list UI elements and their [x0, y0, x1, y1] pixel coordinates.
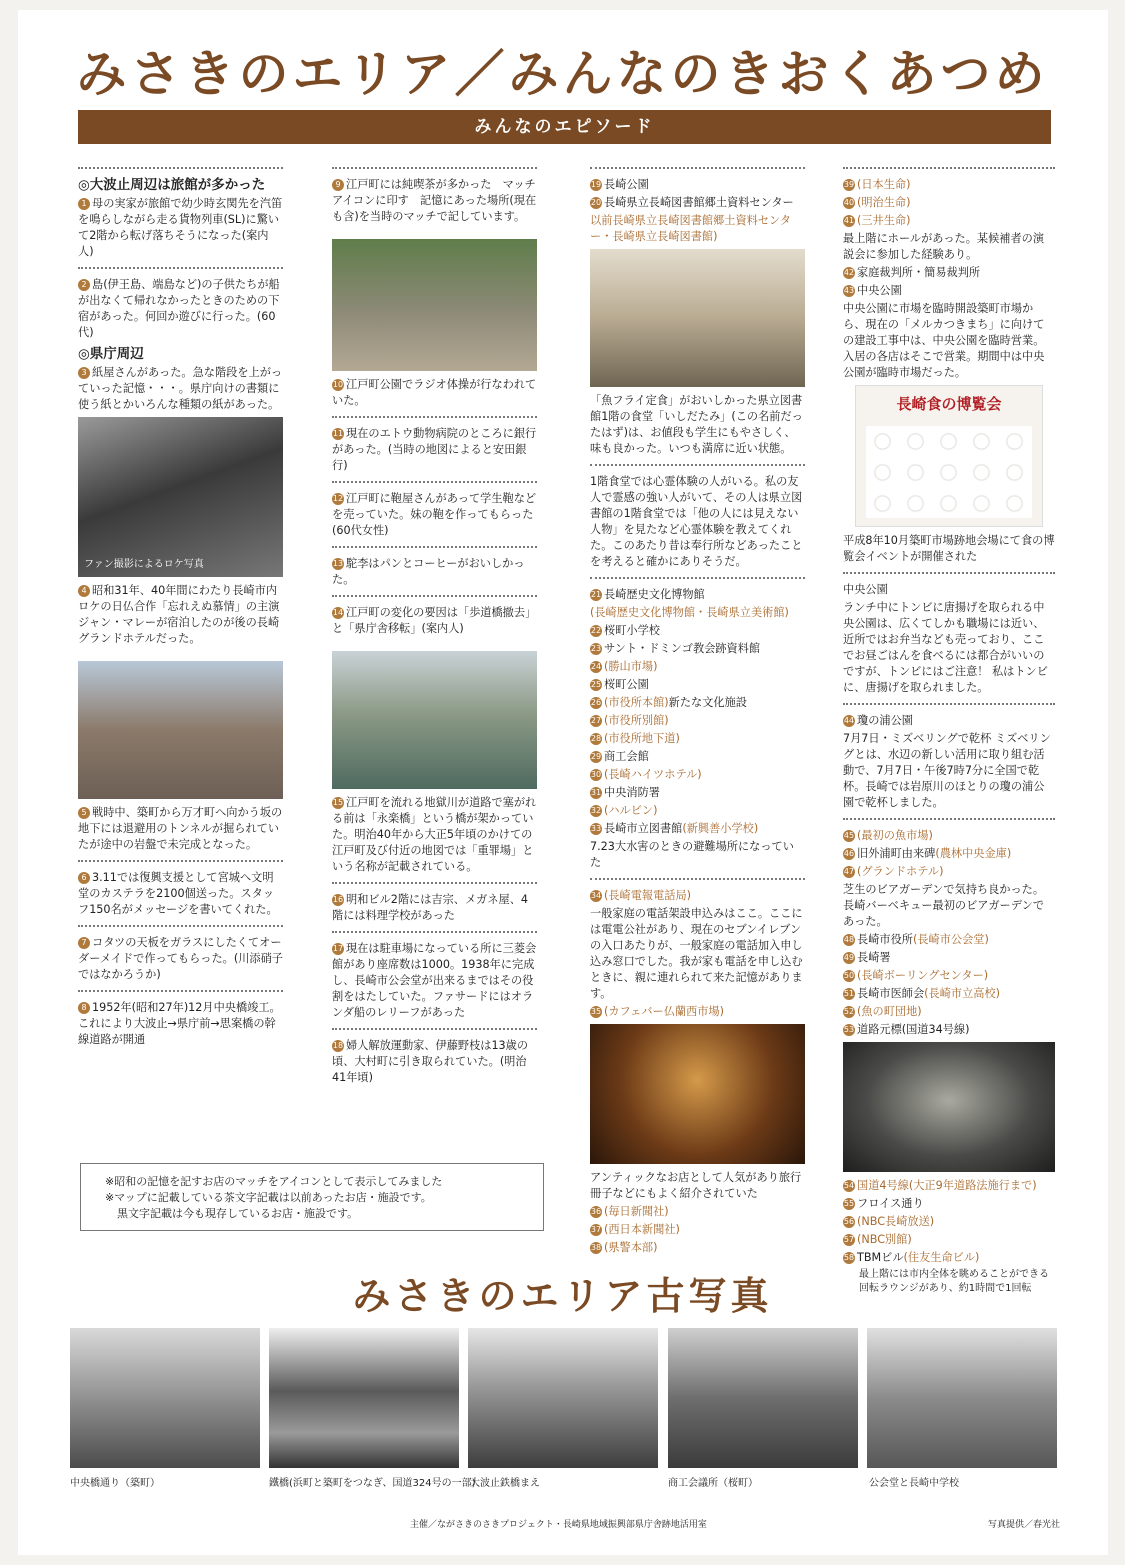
location-label: 長崎公園	[604, 178, 649, 191]
number-badge: 46	[843, 849, 855, 858]
number-badge: 33	[590, 824, 602, 833]
number-badge: 24	[590, 662, 602, 671]
location-label: 商工会館	[604, 750, 649, 763]
location-43	[843, 283, 1055, 299]
episode-text: 紙屋さんがあった。急な階段を上がっていった記憶・・・。県庁向けの書類に使う紙とかいろんな種類の紙があった。	[78, 366, 283, 411]
number-badge: 7	[78, 937, 90, 949]
number-badge: 32	[590, 806, 602, 815]
number-badge: 29	[590, 752, 602, 761]
episode-13	[332, 556, 537, 588]
location-label: (長崎ボーリングセンター)	[857, 969, 989, 982]
old-photo-caption: 大波止鉄橋まえ	[470, 1478, 540, 1489]
location-label: 桜町小学校	[604, 624, 660, 637]
divider	[332, 546, 537, 548]
column-2	[332, 160, 537, 1088]
location-label: 長崎歴史文化博物館	[604, 588, 705, 601]
episode-11	[332, 426, 537, 474]
number-badge: 16	[332, 895, 344, 904]
episode-8	[78, 1000, 283, 1048]
sponsor-text: 主催／ながさきのさきプロジェクト・長崎県地域振興部県庁舎跡地活用室	[410, 1520, 707, 1530]
location-label: 家庭裁判所・簡易裁判所	[857, 266, 981, 279]
divider	[78, 267, 283, 269]
number-badge: 17	[332, 944, 344, 953]
flood-episode: 7.23大水害のときの避難場所になっていた	[590, 840, 794, 869]
location-label: 道路元標(国道34号線)	[857, 1023, 970, 1036]
location-label: (明治生命)	[857, 196, 911, 209]
divider	[843, 572, 1055, 574]
location-56	[843, 1214, 1055, 1230]
number-badge: 2	[78, 279, 90, 291]
number-badge: 41	[843, 216, 855, 225]
divider	[590, 167, 805, 169]
divider	[332, 167, 537, 169]
lounge-episode: 最上階には市内全体を眺めることができる回転ラウンジがあり、約1時間で1回転	[859, 1269, 1049, 1294]
episode-9	[332, 177, 537, 225]
location-label: (日本生命)	[857, 178, 911, 191]
location-label: (長崎ハイツホテル)	[604, 768, 702, 781]
phone-episode: 一般家庭の電話架設申込みはここ。ここには電電公社があり、現在のセブンイレブンの入口あたりが、一般家庭の電話加入申し込み窓口でした。我が家も電話を申し込むときに、親に連れられて来た記憶があります。	[590, 907, 803, 1000]
episode-3	[78, 365, 283, 413]
number-badge: 10	[332, 380, 344, 389]
number-badge: 52	[843, 1007, 855, 1016]
divider	[332, 595, 537, 597]
number-badge: 18	[332, 1041, 344, 1050]
location-label: (長崎電報電話局)	[604, 889, 692, 902]
cafe-photo	[590, 1024, 805, 1164]
divider	[590, 577, 805, 579]
river-photo	[332, 651, 537, 789]
location-30	[590, 767, 805, 783]
divider	[332, 931, 537, 933]
divider	[332, 882, 537, 884]
old-photo-3	[468, 1328, 658, 1468]
episode-text: 江戸町の変化の要因は「歩道橋撤去」と「県庁舎移転」(案内人)	[332, 606, 537, 635]
episode-text: 婦人解放運動家、伊藤野枝は13歳の頃、大村町に引き取られていた。(明治41年頃)	[332, 1039, 529, 1084]
location-40	[843, 195, 1055, 211]
episode-4	[78, 583, 283, 647]
divider	[78, 990, 283, 992]
episode-text: 3.11では復興支援として宮城へ文明堂のカステラを2100個送った。スタッフ150名がメッセージを書いてくれた。	[78, 871, 278, 916]
number-badge: 50	[843, 971, 855, 980]
number-badge: 3	[78, 367, 90, 379]
food-expo-poster	[855, 385, 1043, 527]
location-label: (勝山市場)	[604, 660, 658, 673]
location-label: (ハルビン)	[604, 804, 658, 817]
divider	[78, 167, 283, 169]
episode-text: 1952年(昭和27年)12月中央橋竣工。これにより大波止→県庁前→思案橋の幹線道路が開通	[78, 1001, 281, 1046]
former-label: (住友生命ビル)	[903, 1251, 980, 1264]
old-photo-4	[668, 1328, 858, 1468]
number-badge: 40	[843, 198, 855, 207]
location-label: 瓊の浦公園	[857, 714, 913, 727]
number-badge: 31	[590, 788, 602, 797]
episode-text: 江戸町には純喫茶が多かった マッチアイコンに印す 記憶にあった場所(現在も含)を当時のマッチで記しています。	[332, 178, 537, 223]
kite-episode: ランチ中にトンビに唐揚げを取られる中央公園は、広くてしかも職場には近い、近所ではお弁当なども売っており、ここでお昼ごはんを食べるには都合がいいのですが、トンビにはご注意！ 私はトンビに、唐揚げを取られました。	[843, 601, 1048, 694]
location-label: 新たな文化施設	[668, 696, 747, 709]
location-label: 長崎市役所	[857, 933, 913, 946]
location-label: (NBC長崎放送)	[857, 1215, 935, 1228]
location-26	[590, 695, 805, 711]
location-label: (三井生命)	[857, 214, 911, 227]
location-label: (市役所地下道)	[604, 732, 680, 745]
divider	[590, 878, 805, 880]
location-39	[843, 177, 1055, 193]
number-badge: 34	[590, 891, 602, 900]
food-expo-caption: 平成8年10月築町市場跡地会場にて食の博覧会イベントが開催された	[843, 534, 1055, 563]
episode-6	[78, 870, 283, 918]
location-label: 長崎市立図書館	[604, 822, 683, 835]
location-label: (市役所別館)	[604, 714, 669, 727]
location-photo	[78, 417, 283, 577]
episode-2	[78, 277, 283, 341]
divider	[332, 416, 537, 418]
episode-14	[332, 605, 537, 637]
location-label: サント・ドミンゴ教会跡資料館	[604, 642, 761, 655]
location-44	[843, 713, 1055, 729]
location-45	[843, 828, 1055, 844]
location-label: 長崎市医師会	[857, 987, 925, 1000]
location-42	[843, 265, 1055, 281]
episode-16	[332, 892, 537, 924]
number-badge: 47	[843, 867, 855, 876]
episode-text: 昭和31年、40年間にわたり長崎市内ロケの日仏合作「忘れえぬ慕情」の主演ジャン・マレーが宿泊したのが後の長崎グランドホテルだった。	[78, 584, 280, 645]
location-37	[590, 1222, 805, 1238]
section-heading: ◎県庁周辺	[78, 346, 144, 362]
location-46	[843, 846, 1055, 862]
episode-text: 現在のエトウ動物病院のところに銀行があった。(当時の地図によると安田銀行)	[332, 427, 537, 472]
number-badge: 1	[78, 198, 90, 210]
former-label: (農林中央金庫)	[935, 847, 1012, 860]
number-badge: 22	[590, 626, 602, 635]
number-badge: 4	[78, 585, 90, 597]
location-label: (グランドホテル)	[857, 865, 944, 878]
number-badge: 11	[332, 429, 344, 438]
location-53	[843, 1022, 1055, 1038]
episode-15	[332, 795, 537, 875]
episode-18	[332, 1038, 537, 1086]
divider	[332, 1028, 537, 1030]
location-29	[590, 749, 805, 765]
library-episode: 「魚フライ定食」がおいしかった県立図書館1階の食堂「いしだたみ」(この名前だったはず)は、お値段も学生にもやさしく、味も良かった。いつも満席に近い状態。	[590, 394, 803, 455]
number-badge: 35	[590, 1007, 602, 1016]
location-58	[843, 1250, 1055, 1266]
road-marker-photo	[843, 1042, 1055, 1172]
episode-text: 戦時中、築町から万才町へ向かう坂の地下には退避用のトンネルが掘られていたが途中の岩盤で未完成となった。	[78, 806, 283, 851]
legend-note-box	[80, 1163, 544, 1231]
location-33	[590, 821, 805, 837]
location-50	[843, 968, 1055, 984]
location-20-former: 以前長崎県立長崎図書館郷土資料センター・長崎県立長崎図書館)	[590, 214, 791, 243]
number-badge: 58	[843, 1253, 855, 1262]
kite-heading: 中央公園	[843, 583, 888, 596]
location-54	[843, 1178, 1055, 1194]
location-28	[590, 731, 805, 747]
location-label: 中央公園	[857, 284, 902, 297]
episode-12	[332, 491, 537, 539]
number-badge: 25	[590, 680, 602, 689]
number-badge: 12	[332, 494, 344, 503]
library-photo	[590, 249, 805, 387]
location-24	[590, 659, 805, 675]
beer-garden-episode: 芝生のビアガーデンで気持ち良かった。長崎バーベキュー最初のビアガーデンであった。	[843, 883, 1045, 928]
old-photo-5	[867, 1328, 1057, 1468]
location-label: 長崎県立長崎図書館郷土資料センター	[604, 196, 794, 209]
episode-text: 明和ビル2階には吉宗、メガネ屋、4階には料理学校があった	[332, 893, 529, 922]
episode-text: 駝李はパンとコーヒーがおいしかった。	[332, 557, 525, 586]
park-photo	[332, 239, 537, 371]
location-34	[590, 888, 805, 904]
number-badge: 21	[590, 590, 602, 599]
episodes-banner: みんなのエピソード	[78, 110, 1051, 144]
number-badge: 5	[78, 807, 90, 819]
number-badge: 27	[590, 716, 602, 725]
ghost-episode: 1階食堂では心霊体験の人がいる。私の友人で霊感の強い人がいて、その人は県立図書館の1階食堂では「他の人には見えない人物」を見たなど心霊体験を教えてくれた。このあたり昔は奉行所などあったことを考えると確かにありそうだ。	[590, 475, 803, 568]
location-label: 長崎署	[857, 951, 891, 964]
episode-text: 母の実家が旅館で幼少時玄関先を汽笛を鳴らしながら走る貨物列車(SL)に驚いて2階から転げ落ちそうになった(案内人)	[78, 197, 283, 258]
episode-text: 島(伊王島、端島など)の子供たちが船が出なくて帰れなかったときのための下宿があった。何回か遊びに行った。(60代)	[78, 278, 280, 339]
number-badge: 15	[332, 798, 344, 807]
number-badge: 42	[843, 268, 855, 277]
section-heading: ◎大波止周辺は旅館が多かった	[78, 177, 266, 193]
location-49	[843, 950, 1055, 966]
location-32	[590, 803, 805, 819]
location-label: (カフェバー仏蘭西市場)	[604, 1005, 725, 1018]
number-badge: 37	[590, 1225, 602, 1234]
column-3	[590, 160, 805, 1258]
location-47	[843, 864, 1055, 880]
photo-caption: ファン撮影によるロケ写真	[84, 559, 204, 570]
episode-text: 江戸町公園でラジオ体操が行なわれていた。	[332, 378, 537, 407]
location-label: 旧外浦町由来碑	[857, 847, 936, 860]
episode-text: コタツの天板をガラスにしたくてオーダーメイドで作ってもらった。(川添硝子ではなかろうか)	[78, 936, 283, 981]
column-1	[78, 160, 283, 1050]
former-label: (大正9年道路法施行まで)	[908, 1179, 1037, 1192]
location-31	[590, 785, 805, 801]
divider	[78, 925, 283, 927]
location-label: (魚の町団地)	[857, 1005, 922, 1018]
number-badge: 36	[590, 1207, 602, 1216]
poster-plates	[866, 426, 1032, 518]
episode-text: 江戸町に鞄屋さんがあって学生鞄などを売っていた。妹の鞄を作ってもらった(60代女性)	[332, 492, 537, 537]
number-badge: 45	[843, 831, 855, 840]
number-badge: 39	[843, 180, 855, 189]
location-21-former: (長崎歴史文化博物館・長崎県立美術館)	[590, 606, 789, 619]
location-25	[590, 677, 805, 693]
photo-credit: 写真提供／春光社	[988, 1520, 1061, 1530]
former-label: (市役所本館)	[604, 696, 669, 709]
number-badge: 14	[332, 608, 344, 617]
divider	[843, 167, 1055, 169]
number-badge: 55	[843, 1199, 855, 1208]
old-photo-caption: 鐵橋(浜町と築町をつなぎ、国道324号の一部)	[269, 1478, 476, 1489]
old-photo-1	[70, 1328, 260, 1468]
number-badge: 20	[590, 198, 602, 207]
note-line-3: 黒文字記載は今も現存しているお店・施設です。	[117, 1207, 359, 1220]
number-badge: 48	[843, 935, 855, 944]
location-label: 国道4号線	[857, 1179, 909, 1192]
old-photo-caption: 公会堂と長崎中学校	[869, 1478, 959, 1489]
number-badge: 28	[590, 734, 602, 743]
location-55	[843, 1196, 1055, 1212]
former-label: (長崎市公会堂)	[912, 933, 989, 946]
location-label: フロイス通り	[857, 1197, 924, 1210]
divider	[78, 860, 283, 862]
mizbering-episode: 7月7日・ミズベリングで乾杯 ミズベリングとは、水辺の新しい活用に取り組む活動で、7月7日・午後7時7分に全国で乾杯。長崎では岩原川のほとりの瓊の浦公園で乾杯しました。	[843, 732, 1051, 809]
location-label: (毎日新聞社)	[604, 1205, 669, 1218]
number-badge: 53	[843, 1025, 855, 1034]
number-badge: 30	[590, 770, 602, 779]
page-title: みさきのエリア／みんなのきおくあつめ	[76, 45, 1049, 103]
market-episode: 中央公園に市場を臨時開設築町市場から、現在の「メルカつきまち」に向けての建設工事中は、中央公園を臨時営業。入居の各店はそこで営業。期間中は中央公園が臨時市場だった。	[843, 302, 1045, 379]
cafe-episode: アンティックなお店として人気があり旅行冊子などにもよく紹介されていた	[590, 1171, 802, 1200]
location-label: (NBC別館)	[857, 1233, 912, 1246]
episode-1	[78, 196, 283, 260]
divider	[332, 481, 537, 483]
divider	[843, 818, 1055, 820]
episode-text: 現在は駐車場になっている所に三菱会館があり座席数は1000。1938年に完成し、長崎市公会堂が出来るまではその役割をはたしていた。ファサードにはオランダ船のレリーフがあった	[332, 942, 537, 1019]
location-21	[590, 587, 805, 603]
number-badge: 49	[843, 953, 855, 962]
number-badge: 38	[590, 1243, 602, 1252]
number-badge: 9	[332, 179, 344, 191]
location-36	[590, 1204, 805, 1220]
note-line-1: ※昭和の記憶を記すお店のマッチをアイコンとして表示してみました	[105, 1175, 443, 1188]
number-badge: 44	[843, 716, 855, 725]
number-badge: 8	[78, 1002, 90, 1014]
number-badge: 51	[843, 989, 855, 998]
number-badge: 57	[843, 1235, 855, 1244]
former-label: (長崎市立高校)	[924, 987, 1000, 1000]
number-badge: 13	[332, 559, 344, 568]
location-label: (西日本新聞社)	[604, 1223, 680, 1236]
number-badge: 54	[843, 1181, 855, 1190]
location-label: (県警本部)	[604, 1241, 658, 1254]
old-photo-caption: 中央橋通り（築町）	[70, 1478, 160, 1489]
location-label: 桜町公園	[604, 678, 649, 691]
old-photo-caption: 商工会議所（桜町）	[668, 1478, 758, 1489]
note-line-2: ※マップに記載している茶文字記載は以前あったお店・施設です。	[105, 1191, 432, 1204]
episode-7	[78, 935, 283, 983]
location-19	[590, 177, 805, 193]
divider	[590, 464, 805, 466]
old-photo-2	[269, 1328, 459, 1468]
location-27	[590, 713, 805, 729]
column-4	[843, 160, 1055, 1298]
location-label: 中央消防署	[604, 786, 660, 799]
poster-title: 長崎食の博覧会	[896, 395, 1002, 413]
location-41	[843, 213, 1055, 229]
location-52	[843, 1004, 1055, 1020]
number-badge: 19	[590, 180, 602, 189]
location-22	[590, 623, 805, 639]
episode-10	[332, 377, 537, 409]
location-label: TBMビル	[857, 1251, 904, 1264]
location-35	[590, 1004, 805, 1020]
location-38	[590, 1240, 805, 1256]
divider	[843, 703, 1055, 705]
episode-17	[332, 941, 537, 1021]
number-badge: 6	[78, 872, 90, 884]
hall-episode: 最上階にホールがあった。某候補者の演説会に参加した経験あり。	[843, 232, 1045, 261]
location-23	[590, 641, 805, 657]
number-badge: 43	[843, 286, 855, 295]
old-photos-title: みさきのエリア古写真	[352, 1274, 773, 1318]
former-label: (新興善小学校)	[682, 822, 759, 835]
location-51	[843, 986, 1055, 1002]
location-48	[843, 932, 1055, 948]
location-20	[590, 195, 805, 211]
street-photo	[78, 661, 283, 799]
number-badge: 26	[590, 698, 602, 707]
location-label: (最初の魚市場)	[857, 829, 933, 842]
episode-text: 江戸町を流れる地獄川が道路で塞がれる前は「永楽橋」という橋が架かっていた。明治40年から大正5年頃のかけての江戸町及び付近の地図では「重罪場」という名称が記載されている。	[332, 796, 537, 873]
location-57	[843, 1232, 1055, 1248]
number-badge: 23	[590, 644, 602, 653]
episode-5	[78, 805, 283, 853]
number-badge: 56	[843, 1217, 855, 1226]
